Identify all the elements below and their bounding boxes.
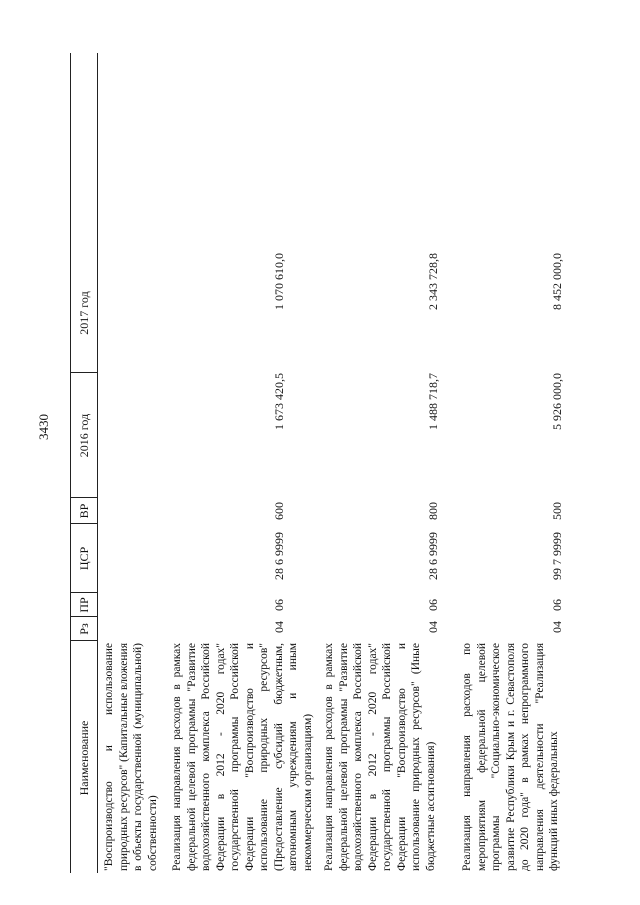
row-vr: 600 bbox=[272, 502, 286, 520]
row-rz: 04 bbox=[272, 621, 286, 633]
row-name: "Воспроизводство и использование природных ресурсов" (Капитальные вложения в объекты государственной (муниципальной) собственности) bbox=[103, 643, 159, 871]
row-name: Реализация направления расходов в рамках федеральной целевой программы "Развитие водохозяйственного комплекса Российской Федерации в 2012 - 2020 годах" государственной программы Российской Федерации "Воспроизводство и использование природных ресурсов" (Иные бюджетные ассигнования) bbox=[323, 643, 437, 871]
header-pr: ПР bbox=[77, 597, 91, 613]
row-2016: 1 673 420,5 bbox=[272, 373, 286, 430]
row-csr: 28 6 9999 bbox=[272, 532, 286, 580]
row-pr: 06 bbox=[272, 599, 286, 611]
header-2016: 2016 год bbox=[77, 413, 91, 458]
row-name: Реализация направления расходов по мероприятиям федеральной целевой программы "Социально-экономическое развитие Республики Крым и г. Севастополя до 2020 года" в рамках непрограммного направления деятельности "Реализация функций иных федеральных bbox=[461, 643, 560, 871]
row-vr: 500 bbox=[550, 502, 564, 520]
header-rz: Рз bbox=[77, 623, 91, 635]
row-2017: 8 452 000,0 bbox=[550, 253, 564, 310]
budget-table bbox=[70, 53, 590, 873]
header-2017: 2017 год bbox=[77, 291, 91, 335]
row-2016: 1 488 718,7 bbox=[426, 373, 440, 430]
header-vr: ВР bbox=[77, 503, 91, 519]
row-rz: 04 bbox=[426, 621, 440, 633]
page-number: 3430 bbox=[36, 414, 51, 440]
header-name: Наименование bbox=[77, 720, 91, 796]
row-rz: 04 bbox=[550, 621, 564, 633]
row-2017: 1 070 610,0 bbox=[272, 253, 286, 310]
row-pr: 06 bbox=[426, 599, 440, 611]
row-name: Реализация направления расходов в рамках федеральной целевой программы "Развитие водохозяйственного комплекса Российской Федерации в 2012 - 2020 годах" государственной программы Российской Федерации "Воспроизводство и использование природных ресурсов" (Предоставление субсидий бюджетным, автономным учреждениям и иным некоммерческим организациям) bbox=[171, 643, 314, 871]
row-csr: 28 6 9999 bbox=[426, 532, 440, 580]
table-header bbox=[70, 53, 98, 873]
row-pr: 06 bbox=[550, 599, 564, 611]
row-2017: 2 343 728,8 bbox=[426, 253, 440, 310]
header-csr: ЦСР bbox=[77, 546, 91, 571]
row-csr: 99 7 9999 bbox=[550, 532, 564, 580]
row-2016: 5 926 000,0 bbox=[550, 373, 564, 430]
row-vr: 800 bbox=[426, 502, 440, 520]
